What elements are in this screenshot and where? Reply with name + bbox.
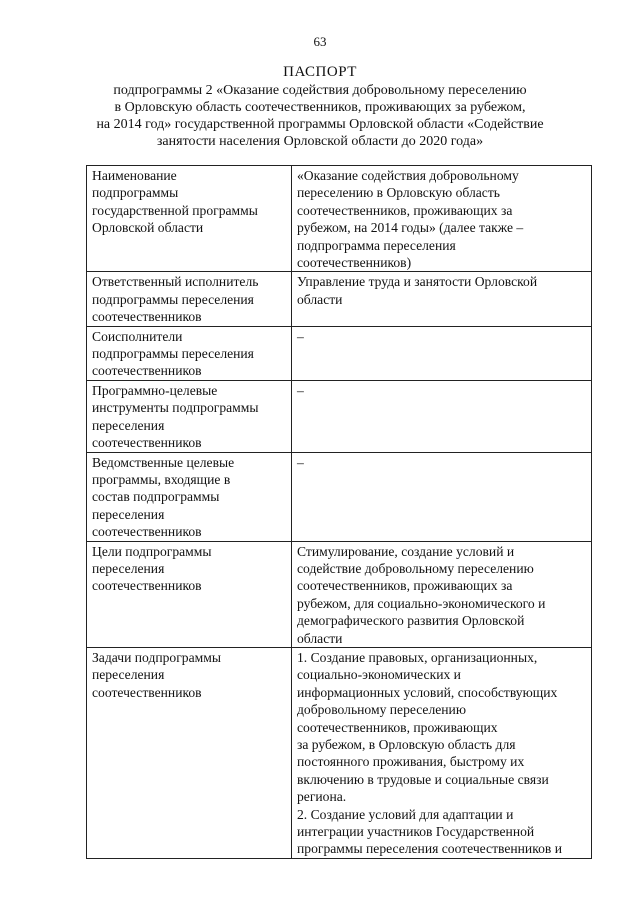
passport-row	[87, 541, 592, 647]
row-label-line: Программно-целевые	[92, 382, 218, 398]
row-value-line: подпрограмма переселения	[297, 237, 456, 253]
row-value-line: Управление труда и занятости Орловской	[297, 274, 538, 290]
row-value-line: включению в трудовые и социальные связи	[297, 771, 549, 787]
row-value-cell	[292, 452, 592, 541]
row-label-cell	[87, 380, 292, 452]
row-label-line: соотечественников	[92, 524, 202, 540]
row-label-line: Соисполнители	[92, 328, 183, 344]
passport-row	[87, 166, 592, 272]
row-label-line: переселения	[92, 667, 165, 683]
row-label-line: Ведомственные целевые	[92, 454, 235, 470]
row-label-line: соотечественников	[92, 309, 202, 325]
document-title: ПАСПОРТ	[283, 64, 357, 80]
subtitle-line: в Орловскую область соотечественников, проживающих за рубежом,	[114, 100, 526, 115]
passport-table	[86, 165, 592, 859]
row-label-cell	[87, 452, 292, 541]
row-value-line: соотечественников, проживающих за	[297, 202, 513, 218]
row-value-line: за рубежом, в Орловскую область для	[297, 737, 516, 752]
row-value-cell	[292, 166, 592, 272]
row-value-line: содействие добровольному переселению	[297, 560, 534, 576]
row-value-cell	[292, 326, 592, 380]
row-value-line: постоянного проживания, быстрому их	[297, 754, 525, 770]
row-label-cell	[87, 647, 292, 858]
passport-row	[87, 452, 592, 541]
subtitle-line: на 2014 год» государственной программы Орловской области «Содействие	[96, 117, 544, 132]
row-label-line: соотечественников	[92, 578, 202, 594]
row-label-cell	[87, 541, 292, 647]
row-value-line: рубежом, на 2014 годы» (далее также –	[297, 220, 524, 236]
row-label-line: переселения	[92, 560, 165, 576]
row-value-line: интеграции участников Государственной	[297, 824, 535, 840]
row-label-line: Ответственный исполнитель	[92, 274, 259, 290]
row-value-line: области	[297, 291, 343, 307]
row-value-line: –	[297, 328, 304, 344]
subtitle-line: занятости населения Орловской области до 2020 года»	[156, 134, 484, 149]
row-value-line: социально-экономических и	[297, 667, 461, 683]
row-label-line: подпрограммы переселения	[92, 346, 254, 362]
row-label-line: инструменты подпрограммы	[92, 400, 259, 416]
row-label-line: Орловской области	[92, 220, 204, 236]
row-value-line: переселению в Орловскую область	[297, 185, 500, 201]
passport-row	[87, 272, 592, 326]
row-label-cell	[87, 272, 292, 326]
row-label-line: переселения	[92, 417, 165, 433]
page-number: 63	[313, 34, 327, 49]
row-value-line: региона.	[297, 789, 347, 805]
row-value-line: добровольному переселению	[297, 702, 466, 718]
row-value-line: демографического развития Орловской	[297, 613, 525, 629]
row-value-cell	[292, 541, 592, 647]
row-label-line: состав подпрограммы	[92, 489, 220, 505]
row-value-cell	[292, 380, 592, 452]
row-label-cell	[87, 326, 292, 380]
row-value-line: 2. Создание условий для адаптации и	[297, 806, 514, 822]
document-subtitle	[40, 82, 600, 150]
row-value-cell	[292, 272, 592, 326]
row-value-line: Стимулирование, создание условий и	[297, 543, 515, 559]
row-label-line: Задачи подпрограммы	[92, 649, 221, 665]
row-label-line: соотечественников	[92, 684, 202, 700]
row-value-line: соотечественников, проживающих за	[297, 578, 513, 594]
row-value-line: рубежом, для социально-экономического и	[297, 595, 546, 611]
row-label-line: подпрограммы переселения	[92, 291, 254, 307]
row-value-line: информационных условий, способствующих	[297, 684, 558, 700]
row-label-line: подпрограммы	[92, 185, 179, 201]
row-value-line: соотечественников, проживающих	[297, 719, 498, 735]
row-label-cell	[87, 166, 292, 272]
subtitle-line: подпрограммы 2 «Оказание содействия добровольному переселению	[113, 83, 527, 98]
row-value-line: –	[297, 454, 304, 470]
row-value-line: –	[297, 382, 304, 398]
row-label-line: Наименование	[92, 168, 177, 183]
row-value-line: области	[297, 630, 343, 646]
passport-row	[87, 326, 592, 380]
row-value-line: 1. Создание правовых, организационных,	[297, 649, 538, 665]
row-value-line: программы переселения соотечественников и	[297, 841, 563, 857]
row-value-cell	[292, 647, 592, 858]
passport-table-body	[87, 166, 592, 859]
row-label-line: переселения	[92, 506, 165, 522]
passport-row	[87, 647, 592, 858]
row-label-line: государственной программы	[92, 202, 258, 218]
row-label-line: Цели подпрограммы	[92, 543, 212, 559]
row-value-line: соотечественников)	[297, 255, 412, 271]
passport-row	[87, 380, 592, 452]
row-label-line: программы, входящие в	[92, 471, 231, 487]
row-value-line: «Оказание содействия добровольному	[297, 168, 519, 183]
row-label-line: соотечественников	[92, 363, 202, 379]
row-label-line: соотечественников	[92, 435, 202, 451]
